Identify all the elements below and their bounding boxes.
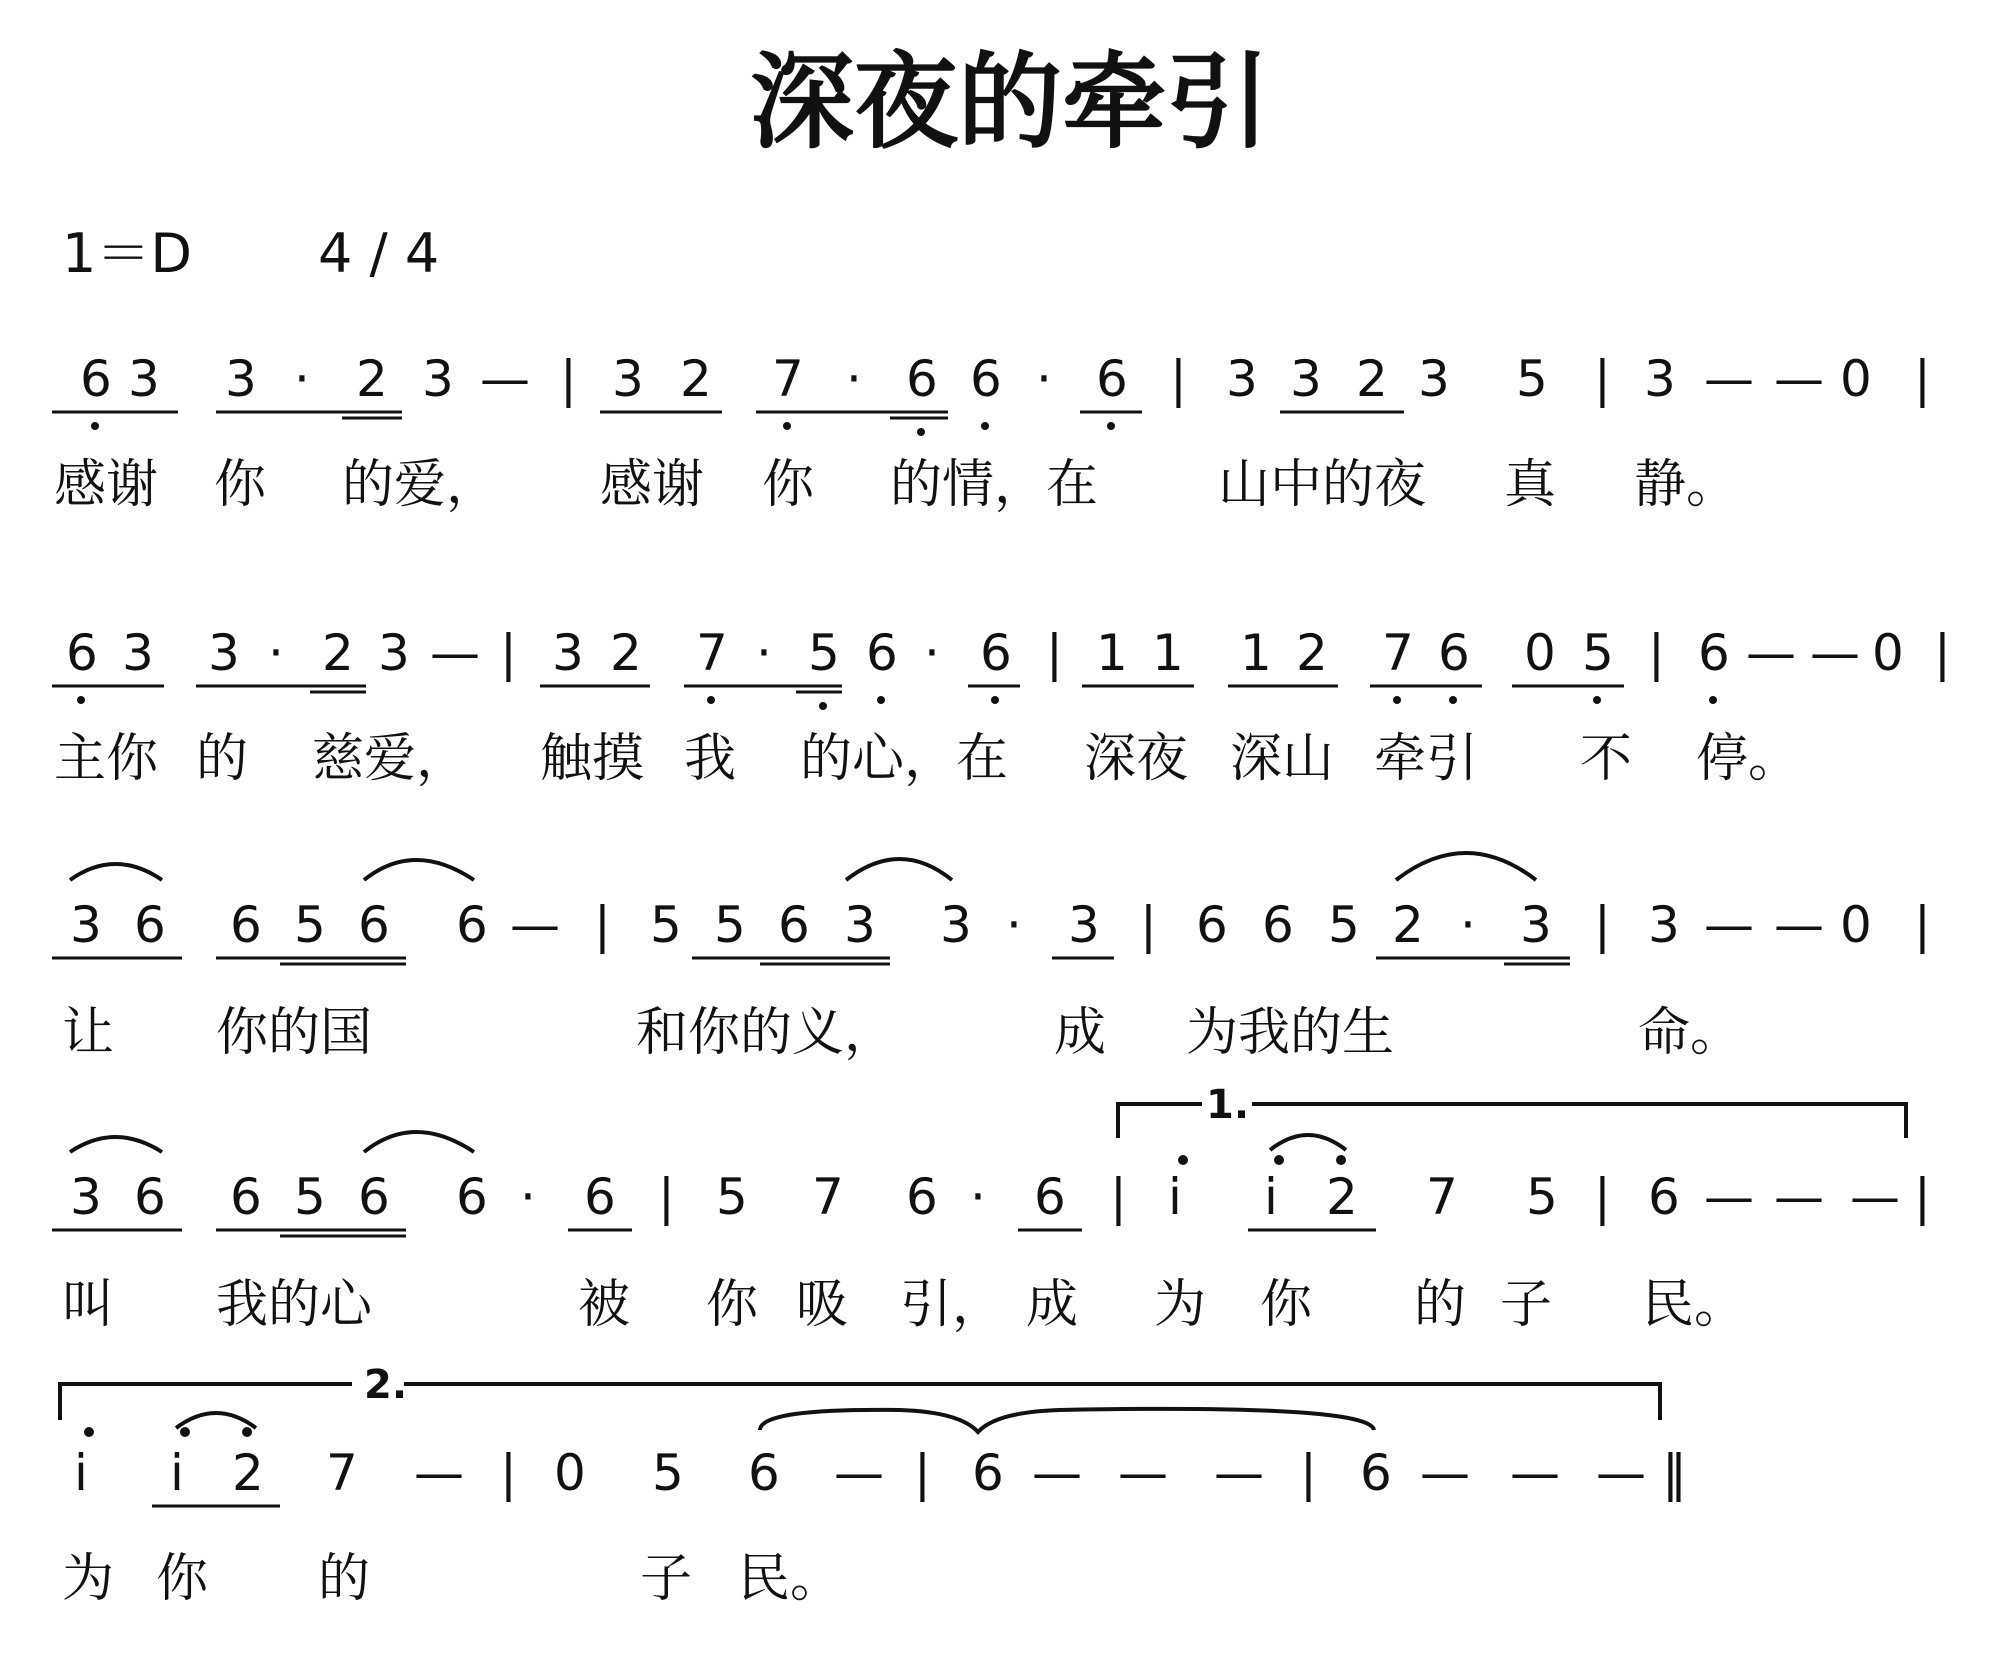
- note: —: [1214, 1444, 1264, 1502]
- note: ·: [268, 624, 284, 682]
- lyric: 引，: [900, 1275, 1005, 1335]
- note: 6: [906, 1168, 938, 1226]
- note: ·: [756, 624, 772, 682]
- lyric: 停。: [1696, 729, 1801, 789]
- note: 3: [844, 896, 876, 954]
- octave-dots: [1178, 1155, 1346, 1165]
- lyric: 为我的生: [1186, 1003, 1395, 1063]
- note: 2: [322, 624, 354, 682]
- key-signature: 1＝D: [62, 222, 192, 285]
- note: ·: [1006, 896, 1022, 954]
- note: 5: [716, 1168, 748, 1226]
- note: 6: [230, 896, 262, 954]
- note: 3: [1648, 896, 1680, 954]
- note: 6: [230, 1168, 262, 1226]
- note: 0: [1524, 624, 1556, 682]
- rhythm-underlines: [52, 1230, 1376, 1236]
- note: 2: [680, 350, 712, 408]
- note: 0: [1840, 896, 1872, 954]
- time-signature: 4 / 4: [318, 222, 440, 285]
- note: 6: [866, 624, 898, 682]
- note: 6: [1438, 624, 1470, 682]
- volta-1: [1118, 1082, 1906, 1138]
- note: 0: [554, 1444, 586, 1502]
- note: 3: [225, 350, 257, 408]
- barline: |: [1170, 350, 1187, 408]
- lyric: 子: [640, 1549, 693, 1609]
- lyric: 你: [762, 455, 815, 515]
- note: 5: [1582, 624, 1614, 682]
- lyric: 深山: [1230, 729, 1335, 789]
- note: ·: [970, 1168, 986, 1226]
- lyric: 你: [1260, 1275, 1313, 1335]
- note: 2: [356, 350, 388, 408]
- note: 0: [1872, 624, 1904, 682]
- note: 3: [70, 896, 102, 954]
- lyric: 的: [318, 1549, 371, 1609]
- note: —: [510, 896, 560, 954]
- note: 5: [652, 1444, 684, 1502]
- note: 2: [1296, 624, 1328, 682]
- note: 6: [80, 350, 112, 408]
- lyric: 民。: [738, 1549, 843, 1609]
- barline: |: [1594, 350, 1611, 408]
- note: 5: [294, 896, 326, 954]
- lyric: 让: [62, 1003, 115, 1063]
- note: —: [1596, 1444, 1646, 1502]
- lyrics-2: [54, 729, 1800, 789]
- note: —: [414, 1444, 464, 1502]
- note: 0: [1840, 350, 1872, 408]
- note: 1: [1152, 624, 1184, 682]
- note: 6: [456, 896, 488, 954]
- lyrics-3: [62, 1003, 1742, 1063]
- lyric: 成: [1054, 1003, 1107, 1063]
- barline: |: [500, 624, 517, 682]
- lyric: 和你的义，: [636, 1003, 897, 1063]
- barline: |: [1046, 624, 1063, 682]
- lyric: 为: [1154, 1275, 1207, 1335]
- barline: |: [1594, 896, 1611, 954]
- note: 5: [294, 1168, 326, 1226]
- note: —: [480, 350, 530, 408]
- note: 2: [610, 624, 642, 682]
- lyric: 深夜: [1084, 729, 1189, 789]
- note: 1: [1096, 624, 1128, 682]
- note: 6: [980, 624, 1012, 682]
- note: i: [74, 1444, 88, 1502]
- lyric: 感谢: [600, 455, 705, 515]
- system-5: [74, 1409, 1687, 1506]
- note: 3: [1068, 896, 1100, 954]
- lyric: 吸: [796, 1275, 849, 1335]
- note: 5: [714, 896, 746, 954]
- note: 3: [1520, 896, 1552, 954]
- lyric: 为: [62, 1549, 115, 1609]
- note: 7: [1426, 1168, 1458, 1226]
- note: 3: [1418, 350, 1450, 408]
- note: 5: [1516, 350, 1548, 408]
- lyric: 真: [1504, 455, 1557, 515]
- note: 6: [1698, 624, 1730, 682]
- lyric: 命。: [1638, 1003, 1743, 1063]
- barline: |: [1110, 1168, 1127, 1226]
- barline: |: [1914, 1168, 1931, 1226]
- note: 5: [650, 896, 682, 954]
- note: 3: [1644, 350, 1676, 408]
- lyric: 你: [156, 1549, 209, 1609]
- note: —: [1704, 896, 1754, 954]
- barline: |: [1914, 350, 1931, 408]
- note: 6: [1262, 896, 1294, 954]
- note: 7: [772, 350, 804, 408]
- lyric: 山中的夜: [1218, 455, 1427, 515]
- lyric: 的心，在: [800, 729, 1009, 789]
- lyric: 的: [196, 729, 249, 789]
- lyric: 我的心: [216, 1275, 373, 1335]
- note: ·: [1036, 350, 1052, 408]
- note: 2: [1326, 1168, 1358, 1226]
- note: —: [1850, 1168, 1900, 1226]
- barline: |: [914, 1444, 931, 1502]
- lyrics-5: [62, 1549, 842, 1609]
- barline: |: [1648, 624, 1665, 682]
- note: —: [1774, 350, 1824, 408]
- note: —: [1774, 896, 1824, 954]
- note: 6: [134, 896, 166, 954]
- rhythm-underlines: [52, 958, 1570, 964]
- barline: |: [1300, 1444, 1317, 1502]
- note: 3: [208, 624, 240, 682]
- note: 5: [1328, 896, 1360, 954]
- note: 3: [378, 624, 410, 682]
- note: 7: [696, 624, 728, 682]
- barline: |: [594, 896, 611, 954]
- note: 6: [358, 1168, 390, 1226]
- system-1: [52, 350, 1931, 436]
- barline: |: [658, 1168, 675, 1226]
- lyric: 的情，在: [890, 455, 1099, 515]
- note: 3: [422, 350, 454, 408]
- lyric: 你: [706, 1275, 759, 1335]
- note: 6: [972, 1444, 1004, 1502]
- song-title: 深夜的牵引: [749, 41, 1271, 163]
- note: 6: [748, 1444, 780, 1502]
- note: 3: [1290, 350, 1322, 408]
- note: 6: [1648, 1168, 1680, 1226]
- note: 6: [1096, 350, 1128, 408]
- note: 6: [134, 1168, 166, 1226]
- note: 3: [128, 350, 160, 408]
- note: —: [1704, 350, 1754, 408]
- note: ·: [1460, 896, 1476, 954]
- note: 6: [1360, 1444, 1392, 1502]
- barline: |: [500, 1444, 517, 1502]
- note: ·: [294, 350, 310, 408]
- octave-dots: [91, 422, 1115, 436]
- system-3: [52, 853, 1931, 964]
- note: 7: [1382, 624, 1414, 682]
- volta-label: 1.: [1206, 1082, 1250, 1128]
- lyric: 你的国: [216, 1003, 373, 1063]
- note: i: [170, 1444, 184, 1502]
- note: 3: [612, 350, 644, 408]
- note: ·: [846, 350, 862, 408]
- note: 2: [232, 1444, 264, 1502]
- note: 6: [358, 896, 390, 954]
- lyric: 触摸: [540, 729, 645, 789]
- octave-dots: [84, 1427, 252, 1437]
- lyrics-4: [62, 1275, 1746, 1335]
- lyric: 的: [1414, 1275, 1467, 1335]
- barline: |: [560, 350, 577, 408]
- lyric: 牵引: [1374, 729, 1479, 789]
- note: 1: [1240, 624, 1272, 682]
- note: i: [1264, 1168, 1278, 1226]
- system-2: [52, 624, 1951, 710]
- lyric: 主你: [54, 729, 159, 789]
- lyric: 子: [1500, 1275, 1553, 1335]
- note: 2: [1356, 350, 1388, 408]
- slurs: [70, 1132, 1346, 1152]
- note: 6: [456, 1168, 488, 1226]
- lyric: 慈爱，: [312, 729, 469, 789]
- slurs: [70, 853, 1536, 880]
- note: 6: [66, 624, 98, 682]
- note: 3: [1226, 350, 1258, 408]
- note: —: [834, 1444, 884, 1502]
- note: —: [1510, 1444, 1560, 1502]
- note: 7: [812, 1168, 844, 1226]
- note: —: [1774, 1168, 1824, 1226]
- note: 3: [552, 624, 584, 682]
- barline: |: [1594, 1168, 1611, 1226]
- note: 6: [778, 896, 810, 954]
- lyric: 不: [1580, 729, 1633, 789]
- note: 7: [326, 1444, 358, 1502]
- note: 3: [122, 624, 154, 682]
- note: 6: [584, 1168, 616, 1226]
- note: 3: [940, 896, 972, 954]
- lyric: 感谢: [54, 455, 159, 515]
- note: 6: [1034, 1168, 1066, 1226]
- note: —: [1746, 624, 1796, 682]
- lyrics-1: [54, 455, 1738, 515]
- lyric: 的爱，: [342, 455, 499, 515]
- note: 2: [1392, 896, 1424, 954]
- lyric: 静。: [1634, 455, 1739, 515]
- note: 6: [1196, 896, 1228, 954]
- lyric: 民。: [1642, 1275, 1747, 1335]
- note: —: [1032, 1444, 1082, 1502]
- rhythm-underlines: [52, 686, 1624, 692]
- lyric: 你: [214, 455, 267, 515]
- final-barline: ‖: [1662, 1444, 1687, 1502]
- note: —: [430, 624, 480, 682]
- note: 5: [1526, 1168, 1558, 1226]
- note: —: [1810, 624, 1860, 682]
- lyric: 我: [684, 729, 737, 789]
- note: 6: [906, 350, 938, 408]
- note: ·: [520, 1168, 536, 1226]
- note: —: [1420, 1444, 1470, 1502]
- lyric: 叫: [62, 1275, 115, 1335]
- note: 6: [970, 350, 1002, 408]
- volta-label: 2.: [364, 1362, 408, 1408]
- octave-dots: [77, 696, 1717, 710]
- lyric: 成: [1026, 1275, 1079, 1335]
- note: 3: [70, 1168, 102, 1226]
- barline: |: [1140, 896, 1157, 954]
- slurs: [176, 1409, 1374, 1432]
- note: —: [1704, 1168, 1754, 1226]
- note: —: [1118, 1444, 1168, 1502]
- barline: |: [1934, 624, 1951, 682]
- barline: |: [1914, 896, 1931, 954]
- note: i: [1168, 1168, 1182, 1226]
- note: ·: [924, 624, 940, 682]
- rhythm-underlines: [52, 412, 1404, 418]
- system-4: [52, 1132, 1931, 1236]
- lyric: 被: [578, 1275, 631, 1335]
- note: 5: [808, 624, 840, 682]
